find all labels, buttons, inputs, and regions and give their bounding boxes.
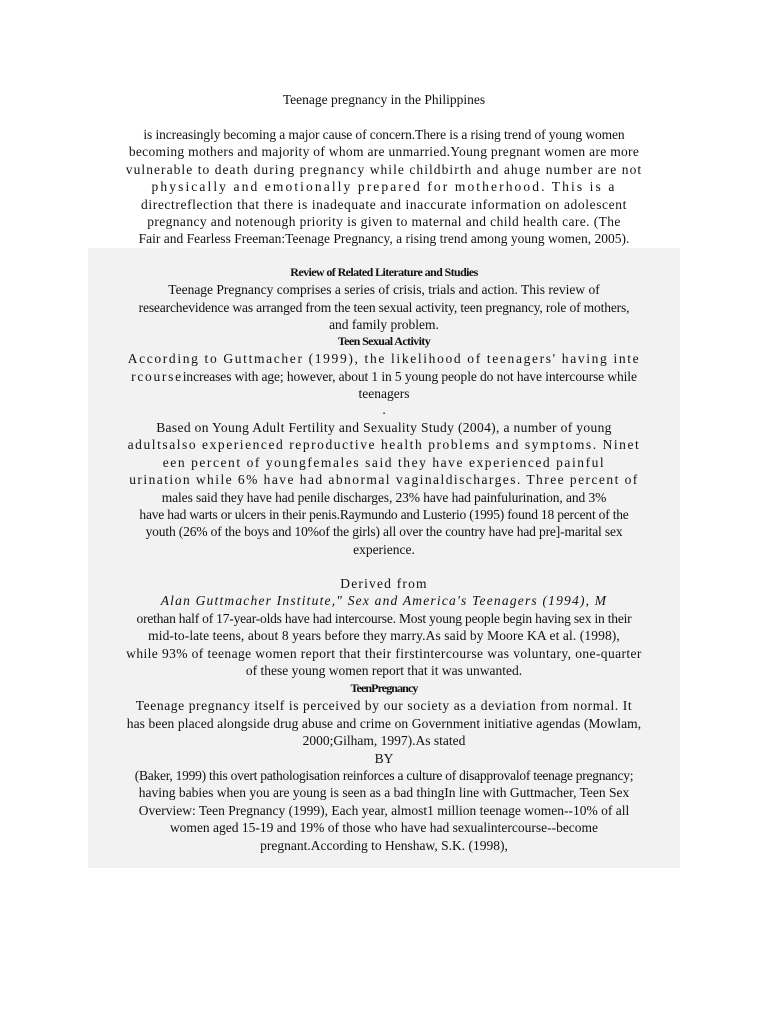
text-line: teenagers (358, 386, 410, 402)
text-line: Teenage pregnancy itself is perceived by our society as a deviation from normal. It (135, 698, 633, 714)
text-line: and family problem. (329, 317, 439, 333)
section-heading: Review of Related Literature and Studies (290, 265, 478, 279)
text-line: vulnerable to death during pregnancy while childbirth and ahuge number are not (125, 161, 643, 177)
text-line: pregnant.According to Henshaw, S.K. (1998), (260, 837, 508, 853)
text-line: youth (26% of the boys and 10%of the girls) all over the country have had pre]-marital sex (145, 524, 623, 540)
text-line: Fair and Fearless Freeman:Teenage Pregnancy, a rising trend among young women, 2005). (138, 231, 630, 247)
text-line: becoming mothers and majority of whom are unmarried.Young pregnant women are more (128, 144, 640, 160)
text-line: while 93% of teenage women report that their firstintercourse was voluntary, one-quarter (126, 645, 642, 661)
study-paragraph (88, 419, 680, 558)
text-fragment: increases with age; however, about 1 in 5 young people do not have intercourse while (182, 368, 637, 384)
text-line: mid-to-late teens, about 8 years before they marry.As said by Moore KA et al. (1998), (148, 628, 620, 644)
section-heading: TeenPregnancy (350, 681, 418, 695)
document-title: Teenage pregnancy in the Philippines (282, 92, 486, 107)
text-line: women aged 15-19 and 19% of those who have had sexualintercourse--become (169, 820, 599, 836)
derived-paragraph (88, 575, 680, 679)
text-line: physically and emotionally prepared for motherhood. This is a (151, 179, 617, 195)
derived-label: Derived from (340, 576, 428, 591)
text-line: directreflection that there is inadequate and inaccurate information on adolescent (141, 196, 627, 212)
text-line: have had warts or ulcers in their penis.Raymundo and Lusterio (1995) found 18 percent of the (139, 507, 629, 523)
review-section (88, 264, 680, 334)
text-line: males said they have had penile discharges, 23% have had painfulurination, and 3% (161, 489, 607, 505)
text-line: has been placed alongside drug abuse and crime on Government initiative agendas (Mowlam, (126, 715, 642, 731)
sexual-activity-section (88, 333, 680, 416)
text-line: researchevidence was arranged from the teen sexual activity, teen pregnancy, role of mothers, (138, 299, 630, 315)
text-line: BY (374, 750, 394, 766)
intro-paragraph (88, 126, 680, 248)
text-line: 2000;Gilham, 1997).As stated (302, 733, 466, 749)
text-line: Based on Young Adult Fertility and Sexuality Study (2004), a number of young (156, 420, 612, 435)
text-line: Overview: Teen Pregnancy (1999), Each year, almost1 million teenage women--10% of all (138, 802, 630, 818)
text-line: adultsalso experienced reproductive health problems and symptoms. Ninet (127, 437, 641, 453)
text-fragment: rcourse (131, 368, 183, 384)
text-line: een percent of youngfemales said they have experienced painful (162, 454, 606, 470)
text-line: urination while 6% have had abnormal vaginaldischarges. Three percent of (129, 472, 639, 488)
text-line: Teenage Pregnancy comprises a series of crisis, trials and action. This review of (168, 282, 600, 298)
text-line: of these young women report that it was unwanted. (245, 663, 523, 679)
derived-source: Alan Guttmacher Institute," Sex and America's Teenagers (1994), M (160, 593, 608, 609)
content-panel (88, 248, 680, 868)
text-line: orethan half of 17-year-olds have had intercourse. Most young people begin having sex in their (136, 610, 632, 626)
text-line: having babies when you are young is seen as a bad thingIn line with Guttmacher, Teen Sex (138, 785, 630, 801)
text-line: is increasingly becoming a major cause of concern.There is a rising trend of young women (143, 127, 625, 142)
section-heading: Teen Sexual Activity (337, 334, 431, 348)
teen-pregnancy-section (88, 680, 680, 854)
text-line: . (382, 401, 386, 417)
text-line: experience. (353, 541, 415, 557)
text-line: According to Guttmacher (1999), the likelihood of teenagers' having inte (127, 351, 641, 367)
text-line (88, 368, 680, 385)
text-line: (Baker, 1999) this overt pathologisation reinforces a culture of disapprovalof teenage pregnancy; (134, 768, 634, 784)
text-line: pregnancy and notenough priority is given to maternal and child health care. (The (147, 214, 621, 230)
